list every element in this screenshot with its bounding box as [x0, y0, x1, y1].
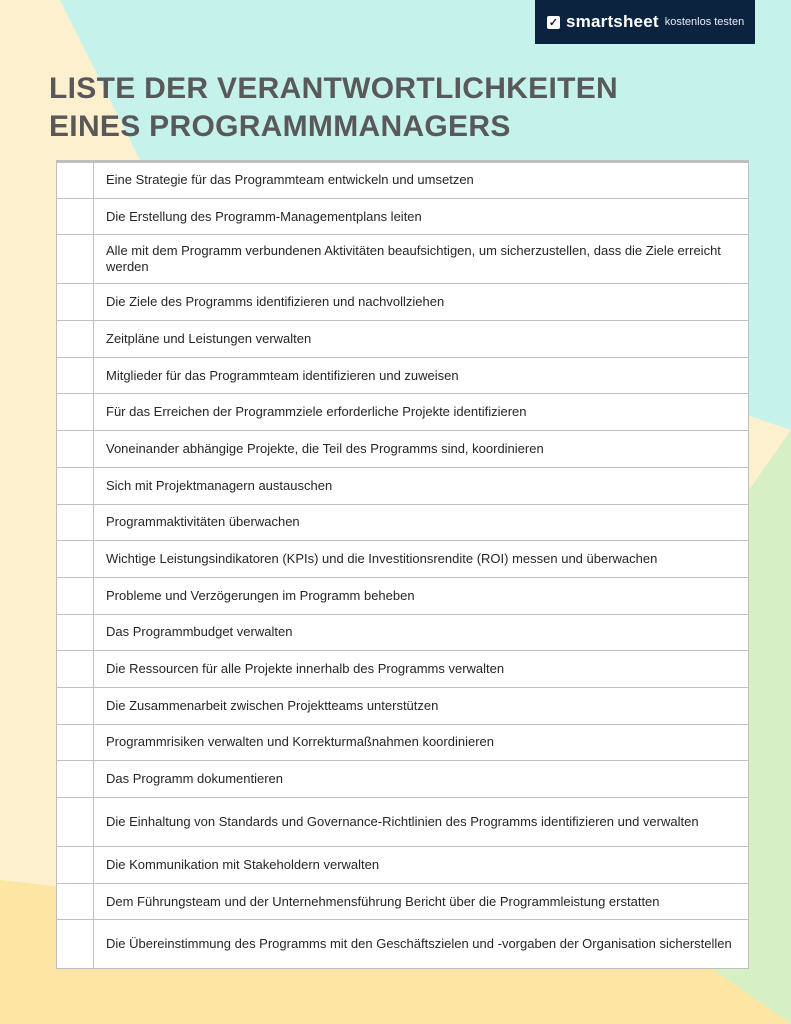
- checklist-item-text: Programmrisiken verwalten und Korrekturmaßnahmen koordinieren: [94, 724, 749, 761]
- checklist-row: [57, 577, 749, 614]
- checkbox[interactable]: [57, 614, 94, 651]
- checklist-row: [57, 504, 749, 541]
- checklist-row: [57, 235, 749, 284]
- checkbox[interactable]: [57, 724, 94, 761]
- checkbox[interactable]: [57, 651, 94, 688]
- checklist-item-text: Die Einhaltung von Standards und Governance-Richtlinien des Programms identifizieren und verwalten: [94, 798, 749, 847]
- checklist-item-text: Dem Führungsteam und der Unternehmensführung Bericht über die Programmleistung erstatten: [94, 883, 749, 920]
- checklist-row: [57, 920, 749, 969]
- checklist-item-text: Mitglieder für das Programmteam identifizieren und zuweisen: [94, 357, 749, 394]
- page-title: [49, 70, 669, 146]
- checklist-item-text: Die Ressourcen für alle Projekte innerhalb des Programms verwalten: [94, 651, 749, 688]
- checkbox[interactable]: [57, 321, 94, 358]
- checklist-item-text: Sich mit Projektmanagern austauschen: [94, 467, 749, 504]
- checklist-row: [57, 847, 749, 884]
- checkbox[interactable]: [57, 883, 94, 920]
- checkbox[interactable]: [57, 847, 94, 884]
- checklist-row: [57, 798, 749, 847]
- checkbox[interactable]: [57, 284, 94, 321]
- checklist-row: [57, 467, 749, 504]
- checklist-item-text: Probleme und Verzögerungen im Programm beheben: [94, 577, 749, 614]
- brand-name: smartsheet: [566, 12, 659, 31]
- checklist-row: [57, 687, 749, 724]
- checklist-row: [57, 541, 749, 578]
- page-title-line-1: LISTE DER VERANTWORTLICHKEITEN: [49, 72, 618, 105]
- checklist-row: [57, 431, 749, 468]
- checklist-item-text: Voneinander abhängige Projekte, die Teil des Programms sind, koordinieren: [94, 431, 749, 468]
- checkbox[interactable]: [57, 162, 94, 199]
- checklist-row: [57, 724, 749, 761]
- checkbox[interactable]: [57, 920, 94, 969]
- checklist-item-text: Das Programm dokumentieren: [94, 761, 749, 798]
- checkbox[interactable]: [57, 577, 94, 614]
- checklist-row: [57, 284, 749, 321]
- checkbox[interactable]: [57, 687, 94, 724]
- checklist-row: [57, 651, 749, 688]
- checklist-item-text: Alle mit dem Programm verbundenen Aktivitäten beaufsichtigen, um sicherzustellen, dass die Ziele erreicht werden: [94, 235, 749, 284]
- smartsheet-logo-icon: ✓: [548, 16, 559, 29]
- checkbox[interactable]: [57, 431, 94, 468]
- checklist-item-text: Die Kommunikation mit Stakeholdern verwalten: [94, 847, 749, 884]
- checkbox[interactable]: [57, 504, 94, 541]
- free-trial-link[interactable]: kostenlos testen: [664, 16, 745, 28]
- checkbox[interactable]: [57, 394, 94, 431]
- checklist-item-text: Die Erstellung des Programm-Managementplans leiten: [94, 198, 749, 235]
- checklist-item-text: Das Programmbudget verwalten: [94, 614, 749, 651]
- smartsheet-banner[interactable]: [535, 0, 755, 44]
- checklist-item-text: Die Zusammenarbeit zwischen Projektteams unterstützen: [94, 687, 749, 724]
- checklist-row: [57, 198, 749, 235]
- checklist-row: [57, 394, 749, 431]
- checklist-item-text: Zeitpläne und Leistungen verwalten: [94, 321, 749, 358]
- checkbox[interactable]: [57, 541, 94, 578]
- checklist-row: [57, 761, 749, 798]
- checklist-row: [57, 321, 749, 358]
- checklist-item-text: Programmaktivitäten überwachen: [94, 504, 749, 541]
- checklist-item-text: Die Ziele des Programms identifizieren und nachvollziehen: [94, 284, 749, 321]
- checklist-item-text: Wichtige Leistungsindikatoren (KPIs) und die Investitionsrendite (ROI) messen und überwachen: [94, 541, 749, 578]
- checklist-row: [57, 614, 749, 651]
- checkbox[interactable]: [57, 357, 94, 394]
- checklist-item-text: Eine Strategie für das Programmteam entwickeln und umsetzen: [94, 162, 749, 199]
- checklist-row: [57, 162, 749, 199]
- checkbox[interactable]: [57, 798, 94, 847]
- page-title-line-2: EINES PROGRAMMMANAGERS: [49, 110, 511, 143]
- checkbox[interactable]: [57, 467, 94, 504]
- checklist-row: [57, 883, 749, 920]
- checkbox[interactable]: [57, 198, 94, 235]
- checklist-item-text: Für das Erreichen der Programmziele erforderliche Projekte identifizieren: [94, 394, 749, 431]
- responsibilities-checklist: [56, 160, 749, 969]
- checkbox[interactable]: [57, 235, 94, 284]
- checklist-row: [57, 357, 749, 394]
- checklist-item-text: Die Übereinstimmung des Programms mit den Geschäftszielen und -vorgaben der Organisation sicherstellen: [94, 920, 749, 969]
- checkbox[interactable]: [57, 761, 94, 798]
